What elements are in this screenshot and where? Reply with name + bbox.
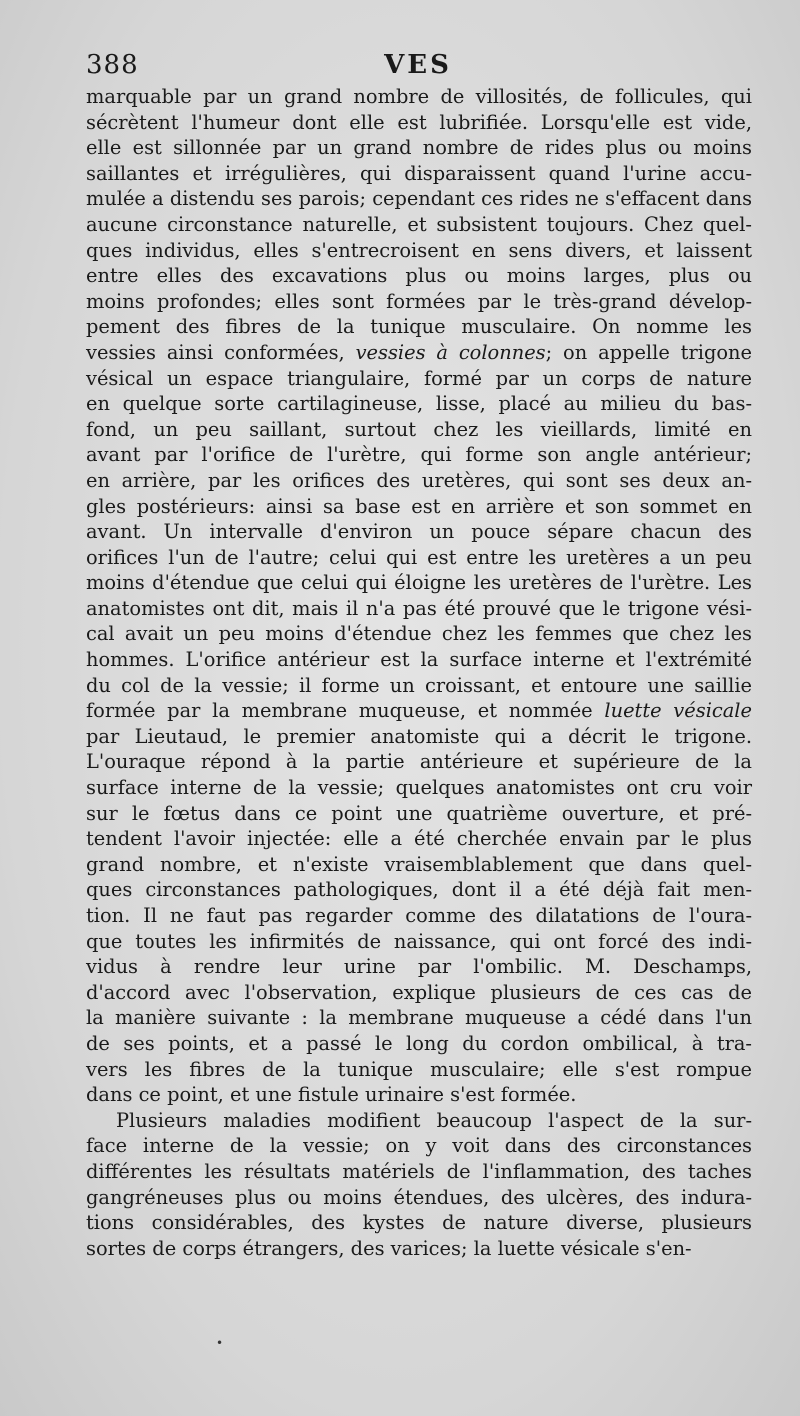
page-number: 388 (86, 50, 139, 80)
text-line: mulée a distendu ses parois; cependant ces rides ne s'effacent dans (86, 187, 752, 211)
text-line: moins d'étendue que celui qui éloigne les uretères de l'urètre. Les (86, 571, 752, 595)
text-line: grand nombre, et n'existe vraisemblablement que dans quel- (86, 852, 752, 876)
text-line: saillantes et irrégulières, qui disparaissent quand l'urine accu- (86, 161, 752, 185)
text-line: en quelque sorte cartilagineuse, lisse, placé au milieu du bas- (86, 392, 752, 416)
text-line: fond, un peu saillant, surtout chez les vieillards, limité en (86, 417, 752, 441)
text-line: pement des fibres de la tunique musculaire. On nomme les (86, 315, 752, 339)
emphasis-text: luette vésicale (604, 699, 752, 723)
footer-mark: • (216, 1336, 224, 1350)
text-line: sécrètent l'humeur dont elle est lubrifiée. Lorsqu'elle est vide, (86, 110, 752, 134)
text-line: de ses points, et a passé le long du cordon ombilical, à tra- (86, 1031, 752, 1055)
text-line: hommes. L'orifice antérieur est la surface interne et l'extrémité (86, 648, 752, 672)
text-line: orifices l'un de l'autre; celui qui est entre les uretères a un peu (86, 545, 752, 569)
text-line: par Lieutaud, le premier anatomiste qui a décrit le trigone. (86, 724, 752, 748)
text-line: elle est sillonnée par un grand nombre de rides plus ou moins (86, 136, 752, 160)
text-line: vidus à rendre leur urine par l'ombilic. M. Deschamps, (86, 955, 752, 979)
body-text (86, 84, 752, 1261)
text-line: sur le fœtus dans ce point une quatrième ouverture, et pré- (86, 801, 752, 825)
text-line: avant par l'orifice de l'urètre, qui forme son angle antérieur; (86, 443, 752, 467)
text-line: ques individus, elles s'entrecroisent en sens divers, et laissent (86, 238, 752, 262)
text-line: sortes de corps étrangers, des varices; la luette vésicale s'en- (86, 1236, 692, 1260)
text-line: que toutes les infirmités de naissance, qui ont forcé des indi- (86, 929, 752, 953)
text-line: tion. Il ne faut pas regarder comme des dilatations de l'oura- (86, 904, 752, 927)
text-line: aucune circonstance naturelle, et subsistent toujours. Chez quel- (86, 212, 752, 236)
text-line: anatomistes ont dit, mais il n'a pas été prouvé que le trigone vési- (86, 596, 752, 620)
text-line: du col de la vessie; il forme un croissant, et entoure une saillie (86, 673, 752, 697)
text-line: vers les fibres de la tunique musculaire; elle s'est rompue (86, 1057, 752, 1081)
text-line: avant. Un intervalle d'environ un pouce sépare chacun des (86, 520, 752, 544)
page-header (86, 50, 750, 84)
text-line: tendent l'avoir injectée: elle a été cherchée envain par le plus (86, 827, 752, 851)
text-line: marquable par un grand nombre de villosités, de follicules, qui (86, 85, 752, 108)
text-line: vessies ainsi conformées, vessies à colonnes; on appelle trigone (86, 340, 752, 364)
text-line: différentes les résultats matériels de l'inflammation, des taches (86, 1159, 752, 1183)
text-line: moins profondes; elles sont formées par le très-grand dévelop- (86, 289, 752, 313)
text-line: dans ce point, et une fistule urinaire s'est formée. (86, 1083, 577, 1107)
text-line: entre elles des excavations plus ou moins larges, plus ou (86, 264, 752, 288)
text-line: tions considérables, des kystes de nature diverse, plusieurs (86, 1211, 752, 1235)
text-line: formée par la membrane muqueuse, et nommée luette vésicale (86, 699, 752, 723)
text-line: ques circonstances pathologiques, dont il a été déjà fait men- (86, 878, 752, 902)
text-line: en arrière, par les orifices des uretères, qui sont ses deux an- (86, 468, 752, 492)
text-line: gangréneuses plus ou moins étendues, des ulcères, des indura- (86, 1185, 752, 1209)
emphasis-text: vessies à colonnes (355, 340, 546, 364)
running-head: VES (384, 50, 452, 80)
text-line: la manière suivante : la membrane muqueuse a cédé dans l'un (86, 1006, 752, 1030)
text-line: cal avait un peu moins d'étendue chez les femmes que chez les (86, 622, 752, 646)
text-line: face interne de la vessie; on y voit dans des circonstances (86, 1134, 752, 1158)
text-line: Plusieurs maladies modifient beaucoup l'aspect de la sur- (116, 1108, 752, 1132)
text-line: L'ouraque répond à la partie antérieure et supérieure de la (86, 750, 752, 774)
text-line: surface interne de la vessie; quelques anatomistes ont cru voir (86, 776, 752, 800)
text-line: gles postérieurs: ainsi sa base est en arrière et son sommet en (86, 494, 752, 518)
text-line: d'accord avec l'observation, explique plusieurs de ces cas de (86, 980, 752, 1004)
text-line: vésical un espace triangulaire, formé par un corps de nature (86, 366, 752, 390)
